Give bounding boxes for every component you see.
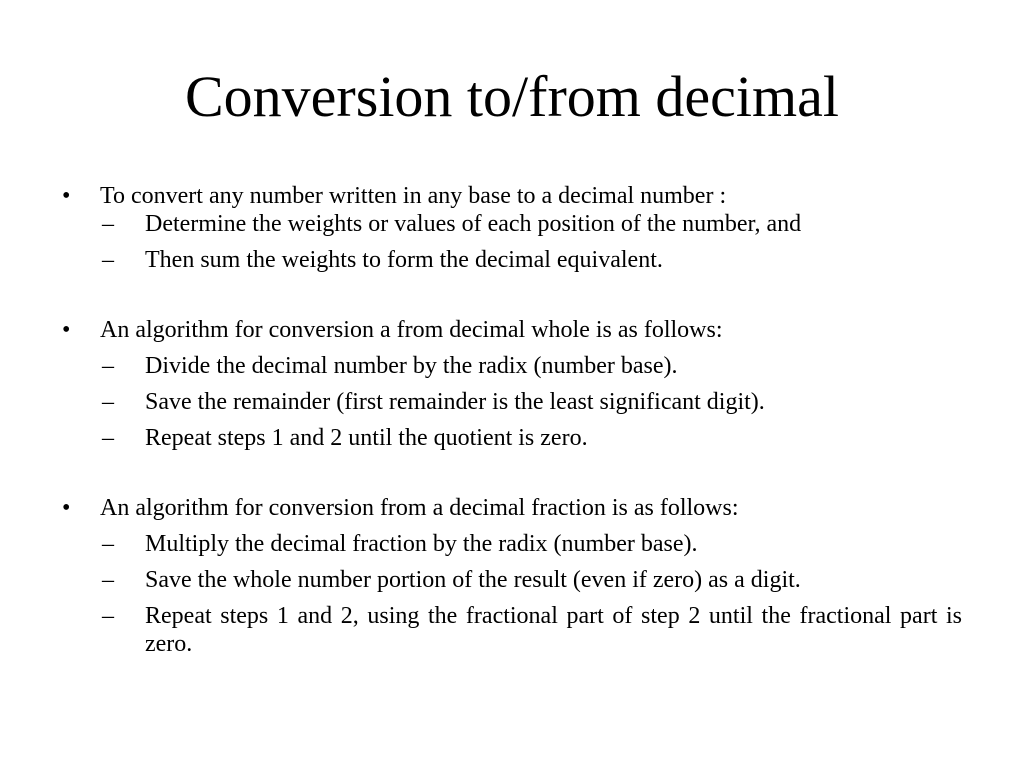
dash-icon: – — [102, 531, 114, 557]
bullet-text: To convert any number written in any base to a decimal number : — [100, 183, 727, 209]
sub-item — [62, 602, 962, 658]
sub-item-text: Determine the weights or values of each position of the number, and — [145, 211, 802, 237]
sub-item-text: Divide the decimal number by the radix (number base). — [145, 353, 678, 379]
bullet-icon: • — [62, 495, 71, 521]
sub-item — [62, 530, 962, 558]
dash-icon: – — [102, 603, 114, 629]
sub-item — [62, 352, 962, 380]
sub-item — [62, 566, 962, 594]
bullet-text: An algorithm for conversion from a decimal fraction is as follows: — [100, 495, 739, 521]
sub-item — [62, 388, 962, 416]
dash-icon: – — [102, 389, 114, 415]
sub-item-text: Save the remainder (first remainder is the least significant digit). — [145, 389, 765, 415]
bullet-icon: • — [62, 317, 71, 343]
slide-title: Conversion to/from decimal — [185, 64, 839, 129]
bullet-text: An algorithm for conversion a from decimal whole is as follows: — [100, 317, 723, 343]
slide-content — [62, 182, 962, 658]
sub-item-text: Then sum the weights to form the decimal equivalent. — [145, 247, 663, 273]
sub-item-text: Repeat steps 1 and 2 until the quotient is zero. — [145, 425, 588, 451]
bullet-convert-to-decimal — [62, 182, 962, 210]
dash-icon: – — [102, 567, 114, 593]
sub-item-text: Multiply the decimal fraction by the radix (number base). — [145, 531, 698, 557]
sub-item — [62, 210, 962, 238]
dash-icon: – — [102, 353, 114, 379]
sub-item — [62, 246, 962, 274]
bullet-decimal-fraction-algorithm — [62, 494, 962, 522]
sub-item — [62, 424, 962, 452]
sub-item-text: Repeat steps 1 and 2, using the fractional part of step 2 until the fractional part is zero. — [145, 603, 962, 657]
dash-icon: – — [102, 425, 114, 451]
dash-icon: – — [102, 211, 114, 237]
bullet-decimal-whole-algorithm — [62, 316, 962, 344]
sub-item-text: Save the whole number portion of the result (even if zero) as a digit. — [145, 567, 801, 593]
bullet-icon: • — [62, 183, 71, 209]
dash-icon: – — [102, 247, 114, 273]
